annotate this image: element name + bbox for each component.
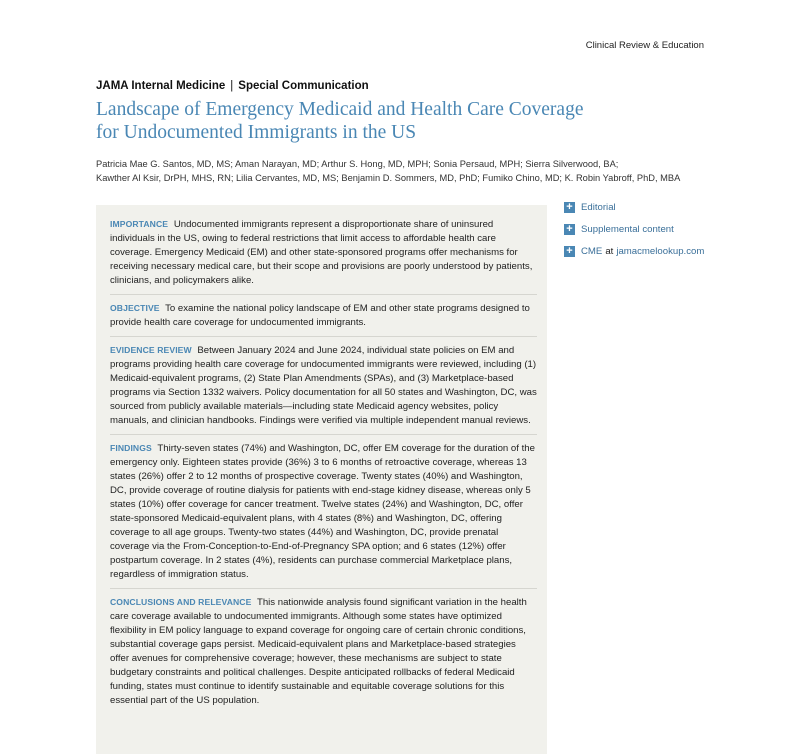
editorial-link[interactable]	[564, 200, 764, 214]
supplemental-content-link[interactable]	[564, 222, 764, 236]
title-line-2: for Undocumented Immigrants in the US	[96, 122, 417, 143]
title-line-1: Landscape of Emergency Medicaid and Health Care Coverage	[96, 99, 584, 120]
abstract-conclusions	[110, 595, 537, 714]
conclusions-heading: CONCLUSIONS AND RELEVANCE	[110, 597, 252, 607]
abstract-box	[96, 205, 547, 754]
findings-heading: FINDINGS	[110, 443, 152, 453]
cme-at: at	[605, 245, 614, 257]
cme-url[interactable]: jamacmelookup.com	[616, 245, 705, 257]
importance-heading: IMPORTANCE	[110, 219, 169, 229]
related-content-sidebar	[564, 200, 764, 266]
authors-line-2: Kawther Al Ksir, DrPH, MHS, RN; Lilia Cervantes, MD, MS; Benjamin D. Sommers, MD, PhD; Fumiko Chino, MD; K. Robin Yabroff, PhD, MBA	[96, 173, 681, 183]
plus-icon[interactable]: +	[564, 202, 575, 213]
authors-line-1: Patricia Mae G. Santos, MD, MS; Aman Narayan, MD; Arthur S. Hong, MD, MPH; Sonia Persaud, MPH; Sierra Silverwood, BA;	[96, 159, 619, 169]
plus-icon[interactable]: +	[564, 246, 575, 257]
abstract-evidence-review	[110, 343, 537, 435]
article-type: Special Communication	[238, 80, 369, 92]
abstract-findings	[110, 441, 537, 589]
supplemental-label[interactable]: Supplemental content	[581, 223, 674, 235]
evidence-review-text: Between January 2024 and June 2024, individual state policies on EM and programs providing health care coverage for undocumented immigrants were reviewed, including (1) Medicaid-equivalent programs, (2) State Plan Amendments (SPAs), and (3) Marketplace-based programs via Section 1332 waivers. Policy documentation for all 50 states and Washington, DC, was sourced from publicly available materials—including state Medicaid agency websites, policy manuals, and clinician handbooks. Findings were verified via multiple independent manual reviews.	[110, 345, 537, 426]
plus-icon[interactable]: +	[564, 224, 575, 235]
conclusions-text: This nationwide analysis found significant variation in the health care coverage available to undocumented immigrants. Although some states have optimized flexibility in EM policy language to expand coverage for ongoing care of certain chronic conditions, substantial coverage gaps persist. Medicaid-equivalent plans and Marketplace-based strategies offer avenues for comprehensive coverage; however, these mechanisms are subject to state budgetary constraints and political challenges. Despite anticipated rollbacks of federal Medicaid funding, states must continue to identify sustainable and equitable coverage solutions for this essential part of the US population.	[110, 597, 527, 706]
journal-name: JAMA Internal Medicine	[96, 80, 226, 92]
evidence-review-heading: EVIDENCE REVIEW	[110, 345, 192, 355]
author-list	[96, 157, 696, 185]
cme-link[interactable]	[564, 244, 764, 258]
abstract-importance	[110, 217, 537, 295]
objective-text: To examine the national policy landscape of EM and other state programs designed to provide health care coverage for undocumented immigrants.	[110, 303, 530, 328]
findings-text: Thirty-seven states (74%) and Washington, DC, offer EM coverage for the duration of the emergency only. Eighteen states provide (36%) 3 to 6 months of retroactive coverage, whereas 13 states (26%) offer 2 to 12 months of prospective coverage. Twenty states (40%) and Washington, DC, provide coverage of routine dialysis for patients with end-stage kidney disease, whereas only 5 states (10%) offer coverage for cancer treatment. Twelve states (24%) and Washington, DC, offer state-sponsored Medicaid-equivalent plans, with 4 states (8%) and Washington, DC, offering coverage to all age groups. Twenty-two states (44%) and Washington, DC, provide prenatal coverage via the From-Conception-to-End-of-Pregnancy SPA option; and 6 states (12%) offer postpartum coverage. In 2 states (4%), residents can purchase commercial Marketplace plans, regardless of immigration status.	[110, 443, 535, 580]
editorial-label[interactable]: Editorial	[581, 201, 616, 213]
section-label: Clinical Review & Education	[585, 40, 704, 51]
journal-separator: |	[230, 80, 234, 92]
importance-text: Undocumented immigrants represent a disproportionate share of uninsured individuals in the US, owing to federal restrictions that limit access to affordable health care coverage. Emergency Medicaid (EM) and other state-sponsored programs offer mechanisms for receiving necessary medical care, but their scope and provisions are poorly understood by patients, clinicians, and policymakers alike.	[110, 219, 533, 286]
abstract-objective	[110, 301, 537, 337]
cme-label[interactable]: CME	[581, 245, 603, 257]
objective-heading: OBJECTIVE	[110, 303, 160, 313]
journal-line	[96, 80, 369, 92]
article-title	[96, 98, 656, 144]
